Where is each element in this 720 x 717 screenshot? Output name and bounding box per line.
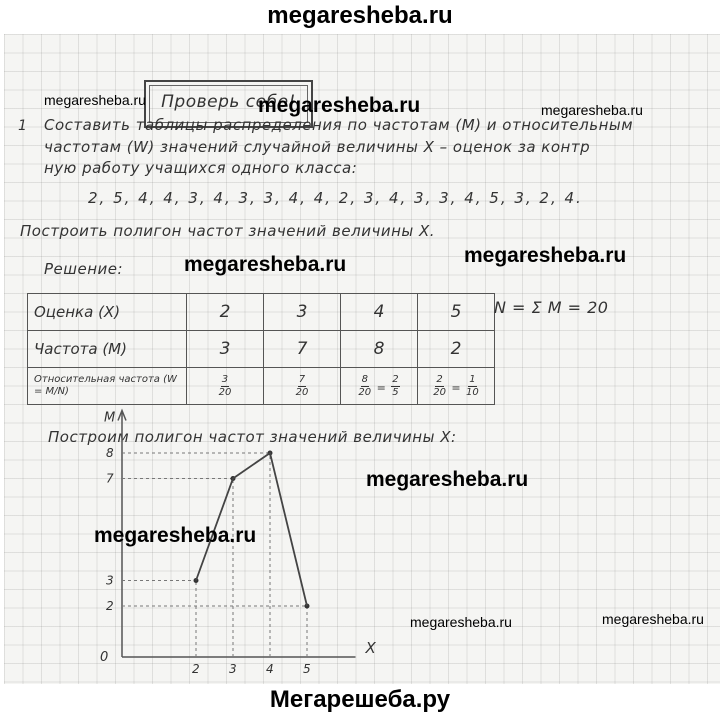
- table-cell: 7: [264, 331, 341, 368]
- fraction-denominator: 10: [466, 386, 479, 398]
- y-tick-label: 7: [106, 471, 114, 486]
- watermark: megaresheba.ru: [44, 92, 146, 108]
- table-cell: 5: [418, 294, 495, 331]
- x-tick-label: 4: [266, 662, 274, 676]
- task-line-4: Построить полигон частот значений величины X.: [20, 222, 436, 240]
- x-tick-label: 3: [229, 662, 237, 676]
- table-cell: $\frac{8}{20}$ = $\frac{2}{5}$: [341, 368, 418, 405]
- fraction-denominator: 20: [295, 386, 309, 398]
- fraction-denominator: 20: [358, 386, 372, 398]
- watermark: megaresheba.ru: [184, 253, 347, 276]
- watermark: megaresheba.ru: [94, 524, 257, 547]
- table-cell: 3: [264, 294, 341, 331]
- table-cell: 2: [418, 331, 495, 368]
- x-tick-label: 2: [192, 662, 200, 676]
- task-line-1: Составить таблицы распределения по частотам (M) и относительным: [44, 116, 634, 134]
- origin-label: 0: [100, 650, 109, 665]
- watermark: megaresheba.ru: [602, 611, 704, 627]
- row-label-w: Относительная частота (W = M/N): [28, 368, 187, 405]
- frequency-polygon: [4, 34, 720, 684]
- fraction-numerator: 7: [298, 373, 306, 385]
- y-tick-label: 2: [106, 599, 114, 613]
- fraction-denominator: 20: [433, 386, 446, 398]
- row-label-m: Частота (M): [28, 331, 187, 368]
- solution-label: Решение:: [44, 260, 124, 278]
- total-formula: N = Σ M = 20: [494, 298, 609, 317]
- x-tick-label: 5: [303, 662, 311, 676]
- table-cell: 8: [341, 331, 418, 368]
- watermark: megaresheba.ru: [366, 468, 529, 491]
- table-cell: 4: [341, 294, 418, 331]
- site-footer[interactable]: Мегарешеба.ру: [269, 686, 451, 713]
- fraction-numerator: 3: [221, 373, 229, 385]
- fraction-denominator: 5: [392, 386, 399, 398]
- y-tick-label: 3: [106, 573, 114, 588]
- task-number: 1: [18, 118, 28, 134]
- fraction-numerator: 2: [392, 373, 399, 385]
- table-cell: $\frac{2}{20}$ = $\frac{1}{10}$: [418, 368, 495, 405]
- table-cell: 2: [187, 294, 264, 331]
- row-label-x: Оценка (X): [28, 294, 187, 331]
- watermark: megaresheba.ru: [258, 94, 421, 117]
- watermark: megaresheba.ru: [410, 614, 512, 630]
- grade-sequence: 2, 5, 4, 4, 3, 4, 3, 3, 4, 4, 2, 3, 4, 3, 3, 4, 5, 3, 2, 4.: [88, 189, 583, 207]
- y-tick-label: 8: [106, 446, 114, 460]
- fraction-numerator: 1: [469, 373, 476, 385]
- fraction-denominator: 20: [218, 386, 232, 398]
- task-line-2: частотам (W) значений случайной величины X – оценок за контр: [44, 138, 591, 156]
- watermark: megaresheba.ru: [464, 244, 627, 267]
- fraction-numerator: 8: [361, 373, 368, 385]
- polygon-heading: Построим полигон частот значений величины X:: [48, 428, 457, 446]
- fraction-numerator: 2: [436, 373, 443, 385]
- page-title: Проверь себе!: [161, 92, 296, 112]
- task-line-3: ную работу учащихся одного класса:: [44, 159, 358, 177]
- watermark: megaresheba.ru: [541, 102, 643, 118]
- site-header[interactable]: megaresheba.ru: [267, 2, 453, 29]
- y-axis-label: M: [104, 410, 116, 426]
- x-axis-label: X: [365, 639, 376, 657]
- notebook-sheet: [4, 34, 720, 684]
- table-cell: 3: [187, 331, 264, 368]
